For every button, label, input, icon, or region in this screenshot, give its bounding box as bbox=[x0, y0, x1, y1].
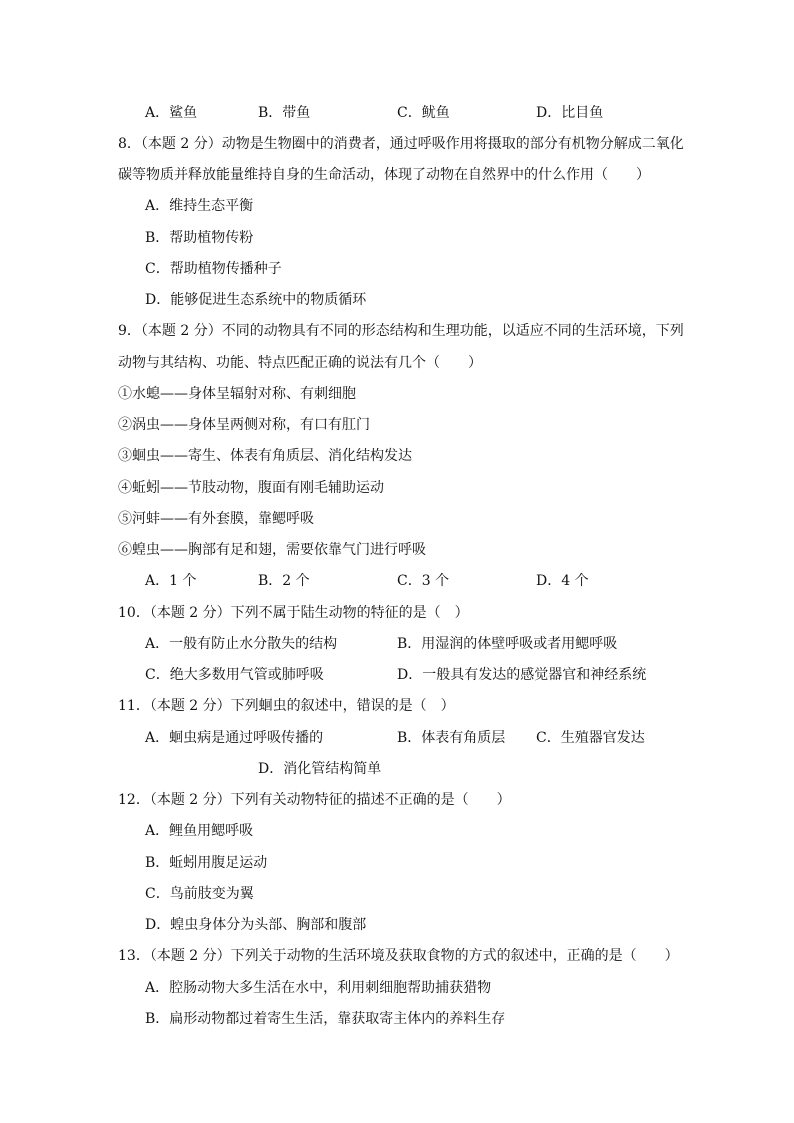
q13-option-a: A．腔肠动物大多生活在水中，利用刺细胞帮助捕获猎物 bbox=[145, 980, 492, 996]
q13-option-b: B．扁形动物都过着寄生生活，靠获取寄主体内的养料生存 bbox=[145, 1011, 506, 1027]
q10-option-c: C．绝大多数用气管或肺呼吸 bbox=[145, 667, 324, 683]
q10-option-a: A．一般有防止水分散失的结构 bbox=[145, 636, 338, 652]
q8-option-b: B．帮助植物传粉 bbox=[145, 230, 254, 246]
q9-statement-2: ②涡虫——身体呈两侧对称，有口有肛门 bbox=[118, 417, 370, 433]
q9-statement-6: ⑥蝗虫——胸部有足和翅，需要依靠气门进行呼吸 bbox=[118, 542, 426, 558]
q9-option-d: D．4 个 bbox=[536, 573, 589, 589]
q9-stem-line1: 9．（本题 2 分）不同的动物具有不同的形态结构和生理功能，以适应不同的生活环境，下列 bbox=[118, 323, 684, 339]
q12-option-a: A．鲤鱼用鳃呼吸 bbox=[145, 823, 254, 839]
q8-stem-line1: 8．（本题 2 分）动物是生物圈中的消费者，通过呼吸作用将摄取的部分有机物分解成二氧化 bbox=[118, 136, 684, 152]
q13-stem: 13．（本题 2 分）下列关于动物的生活环境及获取食物的方式的叙述中，正确的是（ ） bbox=[118, 948, 679, 964]
q11-option-c: C．生殖器官发达 bbox=[536, 730, 645, 746]
q12-stem: 12．（本题 2 分）下列有关动物特征的描述不正确的是（ ） bbox=[118, 792, 511, 808]
q9-stem-line2: 动物与其结构、功能、特点匹配正确的说法有几个（ ） bbox=[118, 355, 482, 371]
q9-statement-1: ①水螅——身体呈辐射对称、有刺细胞 bbox=[118, 386, 356, 402]
q12-option-d: D．蝗虫身体分为头部、胸部和腹部 bbox=[145, 917, 367, 933]
q8-option-d: D．能够促进生态系统中的物质循环 bbox=[145, 292, 367, 308]
q11-stem: 11．（本题 2 分）下列蛔虫的叙述中，错误的是（ ） bbox=[118, 698, 455, 714]
q9-option-c: C．3 个 bbox=[397, 573, 450, 589]
q12-option-b: B．蚯蚓用腹足运动 bbox=[145, 855, 268, 871]
q9-statement-5: ⑤河蚌——有外套膜，靠鳃呼吸 bbox=[118, 511, 314, 527]
q10-option-d: D．一般具有发达的感觉器官和神经系统 bbox=[397, 667, 647, 683]
q7-option-c: C．鱿鱼 bbox=[397, 105, 450, 121]
q9-option-a: A．1 个 bbox=[145, 573, 197, 589]
q12-option-c: C．鸟前肢变为翼 bbox=[145, 886, 254, 902]
q11-option-b: B．体表有角质层 bbox=[397, 730, 506, 746]
q10-option-b: B．用湿润的体壁呼吸或者用鳃呼吸 bbox=[397, 636, 618, 652]
q7-option-d: D．比目鱼 bbox=[536, 105, 604, 121]
q8-option-c: C．帮助植物传播种子 bbox=[145, 261, 282, 277]
q9-statement-3: ③蛔虫——寄生、体表有角质层、消化结构发达 bbox=[118, 448, 412, 464]
q11-option-d: D．消化管结构简单 bbox=[258, 761, 382, 777]
q10-stem: 10．（本题 2 分）下列不属于陆生动物的特征的是（ ） bbox=[118, 605, 469, 621]
q9-statement-4: ④蚯蚓——节肢动物，腹面有刚毛辅助运动 bbox=[118, 480, 384, 496]
q8-stem-line2: 碳等物质并释放能量维持自身的生命活动，体现了动物在自然界中的什么作用（ ） bbox=[118, 167, 650, 183]
q7-option-b: B．带鱼 bbox=[258, 105, 311, 121]
q9-option-b: B．2 个 bbox=[258, 573, 310, 589]
q8-option-a: A．维持生态平衡 bbox=[145, 198, 254, 214]
q11-option-a: A．蛔虫病是通过呼吸传播的 bbox=[145, 730, 324, 746]
q7-option-a: A．鲨鱼 bbox=[145, 105, 198, 121]
